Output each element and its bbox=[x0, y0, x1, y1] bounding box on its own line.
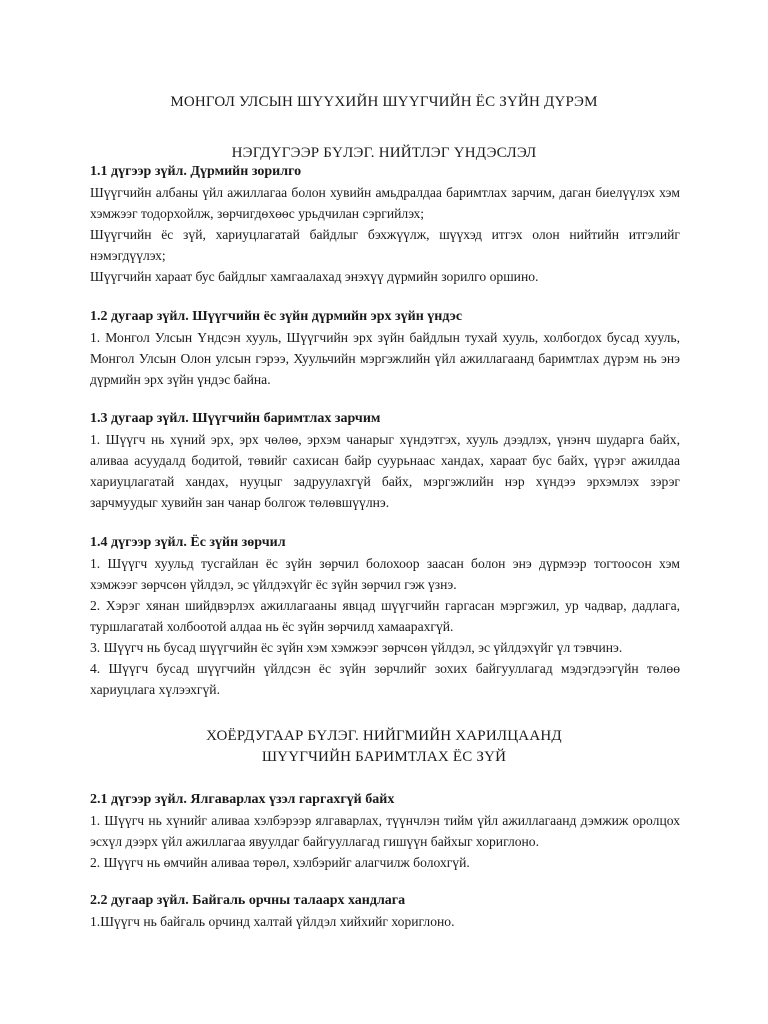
article-paragraph: 1. Шүүгч нь хүний эрх, эрх чөлөө, эрхэм чанарыг хүндэтгэх, хууль дээдлэх, үнэнч шударга байх, аливаа асуудалд бодитой, төвийг сахисан байр суурьнаас хандах, хараат бус байх, үүрэг ажилдаа хариуцлагатай хандах, нууцыг задруулахгүй байх, мэргэжлийн нэр хүндээ эрхэмлэх зэрэг зарчмуудыг хувийн зан чанар болгож төлөвшүүлнэ. bbox=[90, 432, 680, 510]
article-paragraph: 1. Шүүгч нь хүнийг аливаа хэлбэрээр ялгаварлах, түүнчлэн тийм үйл ажиллагаанд дэмжиж оролцох эсхүл дээрх үйл ажиллагаа явуулдаг байгууллагад гишүүн байхыг хориглоно. bbox=[90, 813, 680, 849]
article-heading: 2.1 дүгээр зүйл. Ялгаварлах үзэл гаргахгүй байх bbox=[90, 792, 395, 807]
article-heading: 1.4 дүгээр зүйл. Ёс зүйн зөрчил bbox=[90, 535, 286, 550]
article-paragraph: 1.Шүүгч нь байгаль орчинд халтай үйлдэл хийхийг хориглоно. bbox=[90, 914, 455, 929]
article-1-4 bbox=[90, 533, 680, 700]
article-1-2 bbox=[90, 307, 680, 390]
document-title: МОНГОЛ УЛСЫН ШҮҮХИЙН ШҮҮГЧИЙН ЁС ЗҮЙН ДҮРЭМ bbox=[170, 94, 598, 110]
article-1-1 bbox=[90, 162, 680, 287]
article-paragraph: Шүүгчийн ёс зүй, хариуцлагатай байдлыг бэхжүүлж, шүүхэд итгэх олон нийтийн итгэлийг нэмэгдүүлэх; bbox=[90, 227, 680, 263]
article-paragraph: 1. Шүүгч хуульд тусгайлан ёс зүйн зөрчил болохоор заасан болон энэ дүрмээр тогтоосон хэм хэмжээг зөрчсөн үйлдэл, эс үйлдэхүйг ёс зүйн зөрчил гэж үзнэ. bbox=[90, 556, 680, 592]
article-paragraph: 1. Монгол Улсын Үндсэн хууль, Шүүгчийн эрх зүйн байдлын тухай хууль, холбогдох бусад хууль, Монгол Улсын Олон улсын гэрээ, Хуульчийн мэргэжлийн үйл ажиллагаанд баримтлах дүрэм нь энэ дүрмийн эрх зүйн үндэс байна. bbox=[90, 330, 680, 387]
article-heading: 1.2 дугаар зүйл. Шүүгчийн ёс зүйн дүрмийн эрх зүйн үндэс bbox=[90, 309, 463, 324]
article-paragraph: Шүүгчийн албаны үйл ажиллагаа болон хувийн амьдралдаа баримтлах зарчим, даган биелүүлэх хэм хэмжээг тодорхойлж, зөрчигдөхөөс урьдчилан сэргийлэх; bbox=[90, 185, 680, 221]
article-2-1 bbox=[90, 790, 680, 873]
chapter-1-title-text: НЭГДҮГЭЭР БҮЛЭГ. НИЙТЛЭГ ҮНДЭСЛЭЛ bbox=[231, 145, 537, 161]
article-paragraph: 2. Хэрэг хянан шийдвэрлэх ажиллагааны явцад шүүгчийн гаргасан мэргэжил, ур чадвар, дадлага, туршлагатай холбоотой алдаа нь ёс зүйн зөрчилд хамаарахгүй. bbox=[90, 598, 680, 634]
article-2-2 bbox=[90, 891, 680, 932]
article-paragraph: 2. Шүүгч нь өмчийн аливаа төрөл, хэлбэрийг алагчилж болохгүй. bbox=[90, 855, 470, 870]
article-heading: 2.2 дугаар зүйл. Байгаль орчны талаарх хандлага bbox=[90, 893, 406, 908]
article-1-3 bbox=[90, 409, 680, 513]
article-paragraph: Шүүгчийн хараат бус байдлыг хамгаалахад энэхүү дүрмийн зорилго оршино. bbox=[90, 269, 539, 284]
chapter-2-title-line-2: ШҮҮГЧИЙН БАРИМТЛАХ ЁС ЗҮЙ bbox=[261, 749, 507, 765]
article-paragraph: 4. Шүүгч бусад шүүгчийн үйлдсэн ёс зүйн зөрчлийг зохих байгууллагад мэдэгдээгүйн төлөө хариуцлага хүлээхгүй. bbox=[90, 661, 680, 697]
article-heading: 1.3 дугаар зүйл. Шүүгчийн баримтлах зарчим bbox=[90, 411, 381, 426]
chapter-2-title-line-1: ХОЁРДУГААР БҮЛЭГ. НИЙГМИЙН ХАРИЛЦААНД bbox=[206, 728, 562, 744]
article-paragraph: 3. Шүүгч нь бусад шүүгчийн ёс зүйн хэм хэмжээг зөрчсөн үйлдэл, эс үйлдэхүйг үл тэвчинэ. bbox=[90, 640, 623, 655]
chapter-2-title bbox=[0, 726, 768, 768]
chapter-1-title bbox=[0, 143, 768, 164]
article-heading: 1.1 дүгээр зүйл. Дүрмийн зорилго bbox=[90, 164, 302, 179]
